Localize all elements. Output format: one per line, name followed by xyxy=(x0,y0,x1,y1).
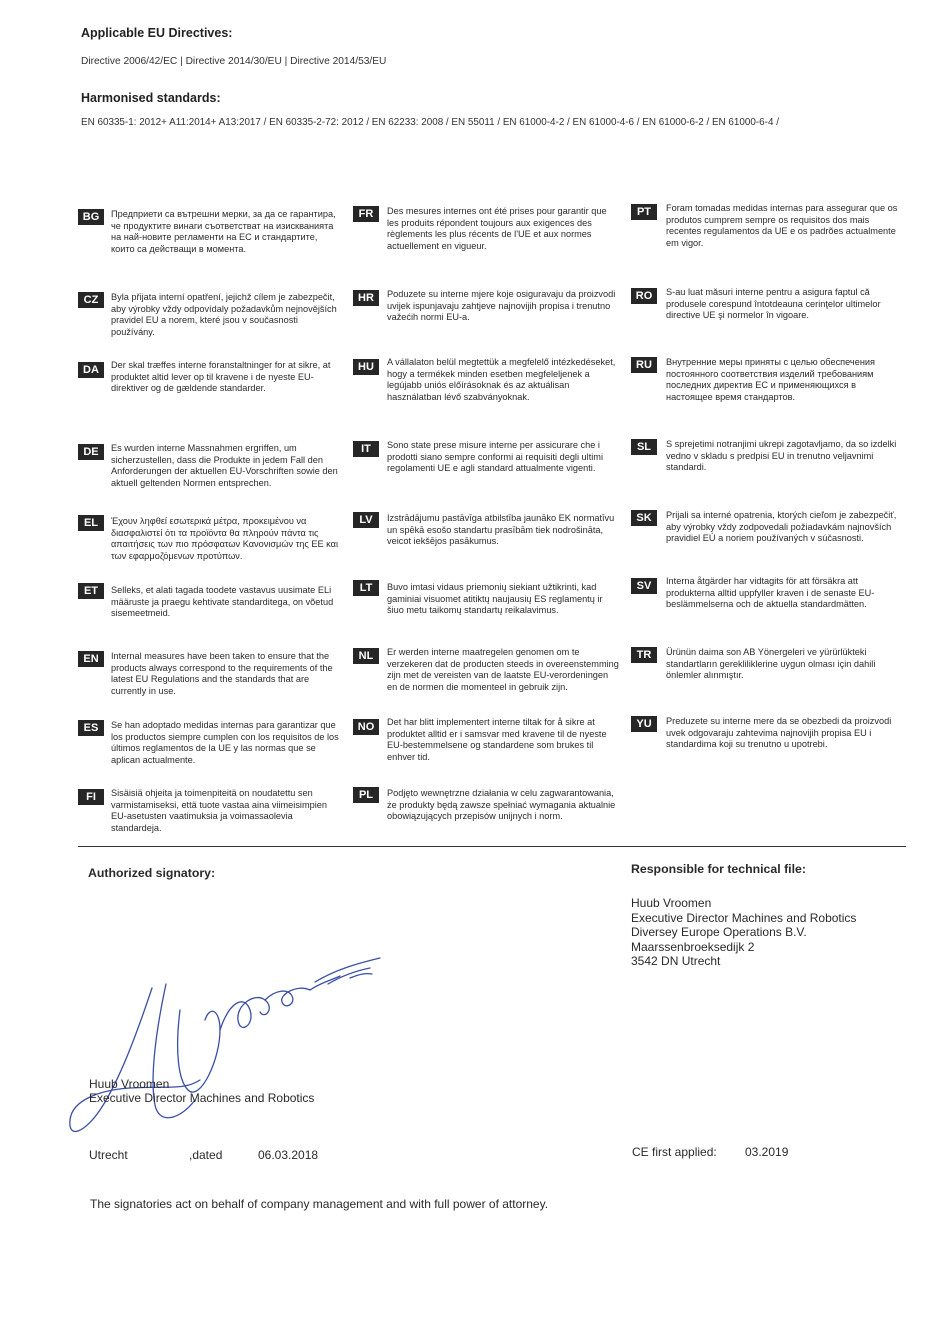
lang-text: Des mesures internes ont été prises pour garantir que les produits répondent toujours aux exigences des règlements les plus récents de l'UE et aux normes actuellement en vigueur. xyxy=(387,206,607,251)
lang-badge: LV xyxy=(353,512,379,528)
lang-text: Sono state prese misure interne per assicurare che i prodotti siano sempre conformi ai requisiti degli ultimi regolamenti UE e agli standard attualmente vigenti. xyxy=(387,440,604,474)
lang-text: S-au luat măsuri interne pentru a asigura faptul că produsele corespund întotdeauna cerinţelor ultimelor directive UE şi normelor în vigoare. xyxy=(666,287,881,321)
lang-badge: YU xyxy=(631,716,657,732)
lang-badge: ES xyxy=(78,720,104,736)
lang-text: Interna åtgärder har vidtagits för att försäkra att produkterna alltid uppfyller kraven i de senaste EU-beslämmelserna och de aktuella standardmätten. xyxy=(666,576,875,610)
lang-text: Foram tomadas medidas internas para assegurar que os produtos cumprem sempre os requisitos dos mais recentes regulamentos da UE e os padrões actualmente em vigor. xyxy=(666,203,898,248)
lang-text: Podjęto wewnętrzne działania w celu zagwarantowania, że produkty będą zawsze spełniać wymagania aktualnie obowiązujących przepisów unijnych i norm. xyxy=(387,788,616,822)
lang-text: Se han adoptado medidas internas para garantizar que los productos siempre cumplen con los requisitos de los últimos reglamentos de la UE y las normas que se aplican actualmente. xyxy=(111,720,339,765)
lang-badge: HU xyxy=(353,359,379,375)
lang-badge: RU xyxy=(631,357,657,373)
standards-heading: Harmonised standards: xyxy=(81,91,221,105)
lang-text: Внутренние меры приняты с целью обеспечения постоянного соответствия изделий требованиям последних директив ЕС и применяющихся в настоящее время стандартов. xyxy=(666,357,876,402)
responsible-heading: Responsible for technical file: xyxy=(631,862,806,876)
section-divider xyxy=(78,846,906,847)
lang-badge: SL xyxy=(631,439,657,455)
signatory-title: Executive Director Machines and Robotics xyxy=(89,1091,315,1105)
ce-first-applied-value: 03.2019 xyxy=(745,1145,789,1159)
lang-badge: LT xyxy=(353,580,379,596)
lang-text: A vállalaton belül megtettük a megfelelő intézkedéseket, hogy a termékek minden esetben megfeleljenek a legújabb uniós előírásoknak és az aktuálisan használatban lévő szabványoknak. xyxy=(387,357,616,402)
lang-badge: RO xyxy=(631,288,657,304)
lang-text: Der skal træffes interne foranstaltninger for at sikre, at produktet altid lever op til kravene i de nyeste EU-direktiver og de gældende standarder. xyxy=(111,360,331,394)
footer-statement: The signatories act on behalf of company management and with full power of attorney. xyxy=(90,1197,549,1211)
lang-badge: CZ xyxy=(78,292,104,308)
responsible-line: Executive Director Machines and Robotics xyxy=(631,910,857,925)
signatory-heading: Authorized signatory: xyxy=(88,866,216,880)
lang-badge: BG xyxy=(78,209,104,225)
signature-place: Utrecht xyxy=(89,1148,128,1162)
lang-badge: NO xyxy=(353,719,379,735)
lang-badge: IT xyxy=(353,441,379,457)
responsible-line: 3542 DN Utrecht xyxy=(631,954,721,969)
lang-text: Preduzete su interne mere da se obezbedi da proizvodi uvek odgovaraju zahtevima najnovijih propisa EU i standardima koji su trenutno u upotrebi. xyxy=(666,716,892,750)
ce-first-applied-label: CE first applied: xyxy=(632,1145,717,1159)
lang-badge: DE xyxy=(78,444,104,460)
lang-text: Poduzete su interne mjere koje osiguravaju da proizvodi uvijek ispunjavaju zahtjeve najnovijih propisa i trenutno važećih normi EU-a. xyxy=(387,289,616,323)
directives-heading: Applicable EU Directives: xyxy=(81,26,233,40)
responsible-line: Maarssenbroeksedijk 2 xyxy=(631,939,755,954)
lang-badge: SK xyxy=(631,510,657,526)
lang-text: Предприети са вътрешни мерки, за да се гарантира, че продуктите винаги съответстват на изискванията на най-новите регламенти на ЕС и стандартите, които са действащи в момента. xyxy=(111,209,336,254)
lang-badge: TR xyxy=(631,647,657,663)
lang-text: Prijali sa interné opatrenia, ktorých cieľom je zabezpečiť, aby výrobky vždy zodpovedali požiadavkám najnovších pravidiel EÚ a noriem používaných v súčasnosti. xyxy=(666,510,897,544)
lang-text: Ürünün daima son AB Yönergeleri ve yürürlükteki standartların gerekliliklerine uygun olması için dahili önlemler alınmıştır. xyxy=(666,647,876,681)
signatory-name: Huub Vroomen xyxy=(89,1077,170,1091)
dated-label: ,dated xyxy=(189,1148,223,1162)
lang-badge: FR xyxy=(353,206,379,222)
lang-text: Det har blitt implementert interne tiltak for å sikre at produktet alltid er i samsvar med kravene til de nyeste EU-bestemmelsene og standardene som brukes til enhver tid. xyxy=(387,717,607,762)
lang-badge: PL xyxy=(353,787,379,803)
standards-text: EN 60335-1: 2012+ A11:2014+ A13:2017 / EN 60335-2-72: 2012 / EN 62233: 2008 / EN 55011 / EN 61000-4-2 / EN 61000-4-6 / EN 61000-6-2 / EN 61000-6-4 / xyxy=(81,117,779,128)
lang-text: Es wurden interne Massnahmen ergriffen, um sicherzustellen, dass die Produkte in jedem Fall den Anforderungen der aktuellen EU-Vorschriften sowie den aktuell geltenden Normen entsprechen. xyxy=(111,443,338,488)
handwritten-signature xyxy=(60,940,390,1150)
directives-text: Directive 2006/42/EC | Directive 2014/30/EU | Directive 2014/53/EU xyxy=(81,56,387,67)
lang-text: Selleks, et alati tagada toodete vastavus uusimate ELi määruste ja praegu kehtivate standarditega, on võetud sisemeetmeid. xyxy=(111,585,334,619)
lang-text: S sprejetimi notranjimi ukrepi zagotavljamo, da so izdelki vedno v skladu s predpisi EU in trenutno veljavnimi standardi. xyxy=(666,439,897,473)
lang-badge: EL xyxy=(78,515,104,531)
lang-text: Buvo imtasi vidaus priemonių siekiant užtikrinti, kad gaminiai visuomet atitiktų naujausių ES reglamentų ir šiuo metu taikomų standartų reikalavimus. xyxy=(387,582,603,616)
lang-badge: NL xyxy=(353,648,379,664)
lang-text: Sisäisiä ohjeita ja toimenpiteitä on noudatettu sen varmistamiseksi, että tuote vastaa aina viimeisimpien EU-asetusten vaatimuksia ja voimassaolevia standardeja. xyxy=(111,788,327,833)
lang-text: Byla přijata interní opatření, jejichž cílem je zabezpečit, aby výrobky vždy odpovídaly požadavkům nejnovějších pravidel EU a norem, které jsou v současnosti používány. xyxy=(111,292,337,337)
lang-badge: ET xyxy=(78,583,104,599)
responsible-line: Huub Vroomen xyxy=(631,896,712,910)
responsible-address xyxy=(631,896,856,969)
responsible-line: Diversey Europe Operations B.V. xyxy=(631,925,807,940)
lang-badge: FI xyxy=(78,789,104,805)
lang-text: Internal measures have been taken to ensure that the products always correspond to the requirements of the latest EU Regulations and the standards that are currently in use. xyxy=(111,651,333,696)
lang-text: Er werden interne maatregelen genomen om te verzekeren dat de producten steeds in overeenstemming zijn met de vereisten van de laatste EU-verordeningen en de normen die momenteel in gebruik zijn. xyxy=(387,647,619,692)
lang-badge: HR xyxy=(353,290,379,306)
lang-badge: SV xyxy=(631,578,657,594)
lang-text: Έχουν ληφθεί εσωτερικά μέτρα, προκειμένου να διασφαλιστεί ότι τα προϊόντα θα πληρούν πάντα τις απαιτήσεις των πιο πρόσφατων Κανονισμών της ΕΕ και των εφαρμοζόμενων προτύπων. xyxy=(111,516,339,561)
lang-badge: EN xyxy=(78,651,104,667)
lang-badge: DA xyxy=(78,362,104,378)
lang-text: Izstrādājumu pastāvīga atbilstība jaunāko EK normatīvu un spēkā esošo standartu prasībām tiek nodrošināta, veicot iekšējos pasākumus. xyxy=(387,513,615,547)
signature-date: 06.03.2018 xyxy=(258,1148,319,1162)
lang-badge: PT xyxy=(631,204,657,220)
